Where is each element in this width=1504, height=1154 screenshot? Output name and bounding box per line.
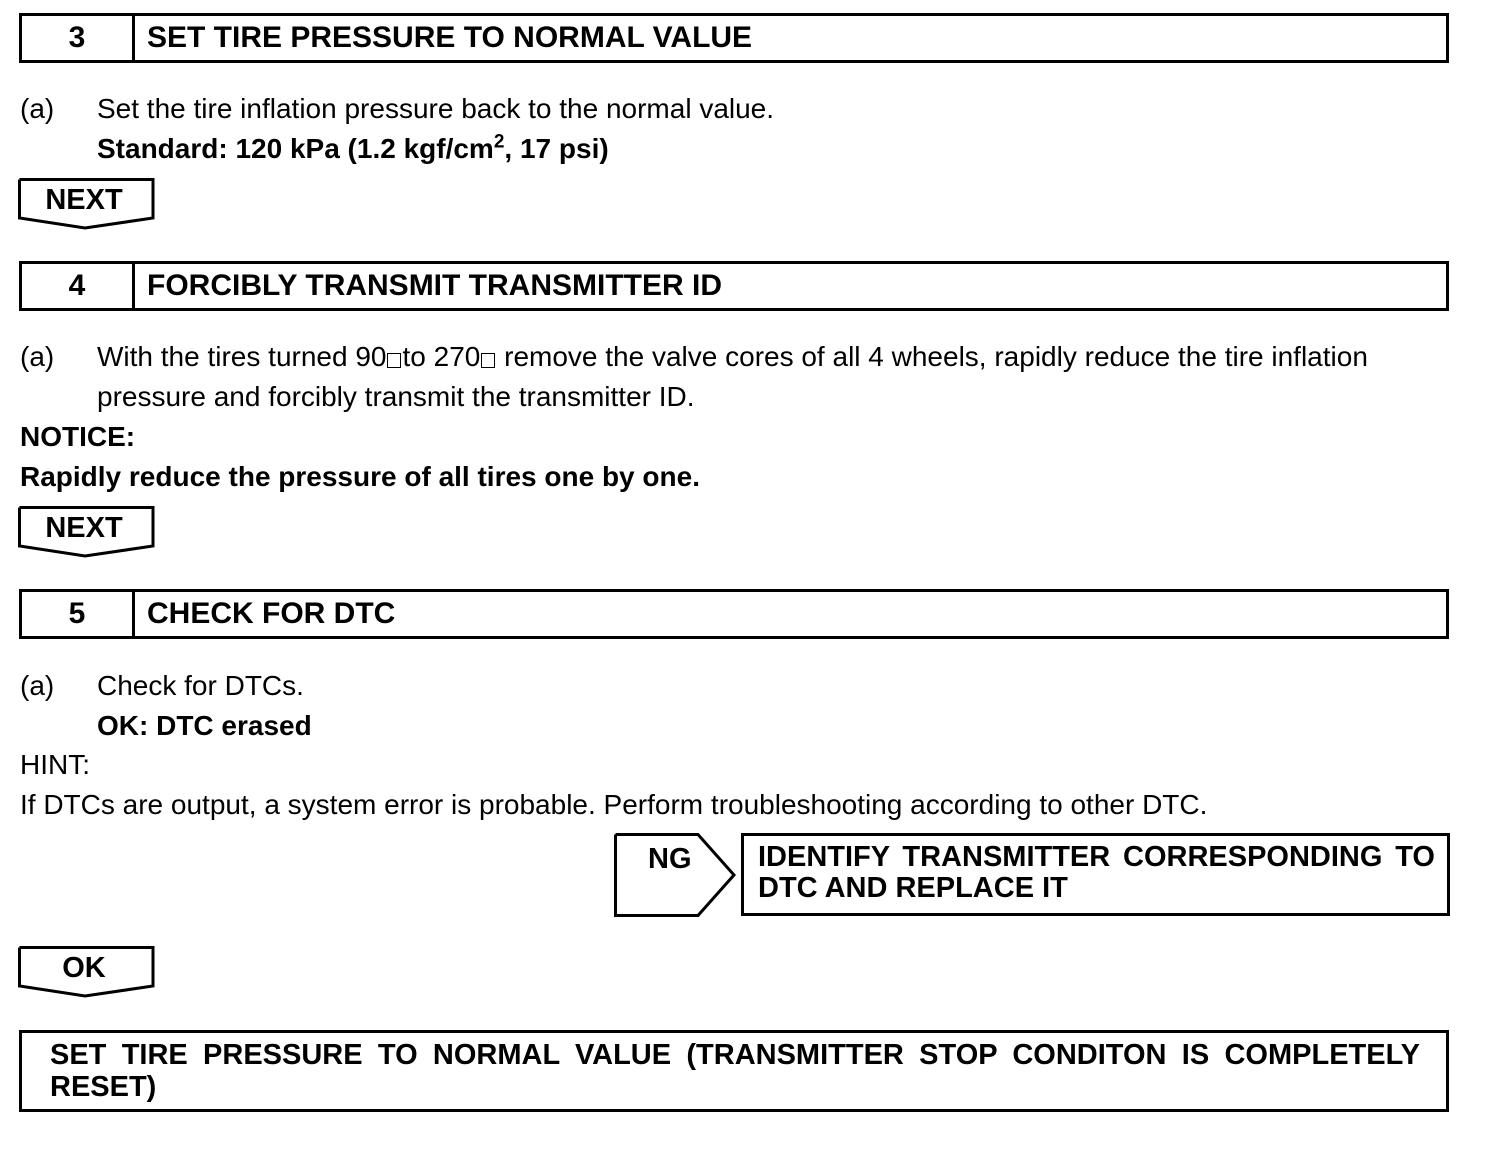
step-number: 5 <box>22 592 135 636</box>
ng-tag <box>614 833 744 917</box>
step-title: CHECK FOR DTC <box>147 597 396 630</box>
hint-label: HINT: <box>20 749 90 780</box>
instruction-text: Set the tire inflation pressure back to the normal value. <box>97 93 775 124</box>
ok-tag <box>18 946 156 1000</box>
step-title: FORCIBLY TRANSMIT TRANSMITTER ID <box>147 269 722 302</box>
instruction-text: With the tires turned 90 to 270 remove the valve cores of all 4 wheels, rapidly reduce the tire inflation <box>97 341 1368 372</box>
ok-criteria: OK: DTC erased <box>97 710 312 741</box>
step-title: SET TIRE PRESSURE TO NORMAL VALUE <box>147 21 753 54</box>
next-label: NEXT <box>45 184 123 216</box>
step-number: 4 <box>22 264 135 308</box>
next-tag <box>18 506 156 560</box>
ng-action-box: IDENTIFY TRANSMITTER CORRESPONDING TO DTC AND REPLACE IT <box>741 833 1450 916</box>
sub-item-label: (a) <box>20 93 55 124</box>
degree-glyph-box <box>481 353 495 368</box>
ng-label: NG <box>648 843 692 875</box>
ok-label: OK <box>62 952 106 984</box>
step-4-header <box>19 261 1449 311</box>
sub-item-label: (a) <box>20 341 55 372</box>
next-label: NEXT <box>45 512 123 544</box>
notice-text: Rapidly reduce the pressure of all tires one by one. <box>20 461 700 492</box>
standard-value: Standard: 120 kPa (1.2 kgf/$cm^2$, 17 psi) <box>97 131 609 164</box>
notice-label: NOTICE: <box>20 421 136 452</box>
instruction-text: Check for DTCs. <box>97 670 304 701</box>
instruction-text-line2: pressure and forcibly transmit the transmitter ID. <box>97 381 695 412</box>
step-3-header <box>19 13 1449 63</box>
step-number: 3 <box>22 16 135 60</box>
sub-item-label: (a) <box>20 670 55 701</box>
degree-glyph-box <box>387 353 401 368</box>
step-5-header <box>19 589 1449 639</box>
hint-text: If DTCs are output, a system error is probable. Perform troubleshooting according to other DTC. <box>20 789 1208 820</box>
next-tag <box>18 178 156 232</box>
final-action-box: SET TIRE PRESSURE TO NORMAL VALUE (TRANSMITTER STOP CONDITON IS COMPLETELY RESET) <box>19 1030 1449 1112</box>
